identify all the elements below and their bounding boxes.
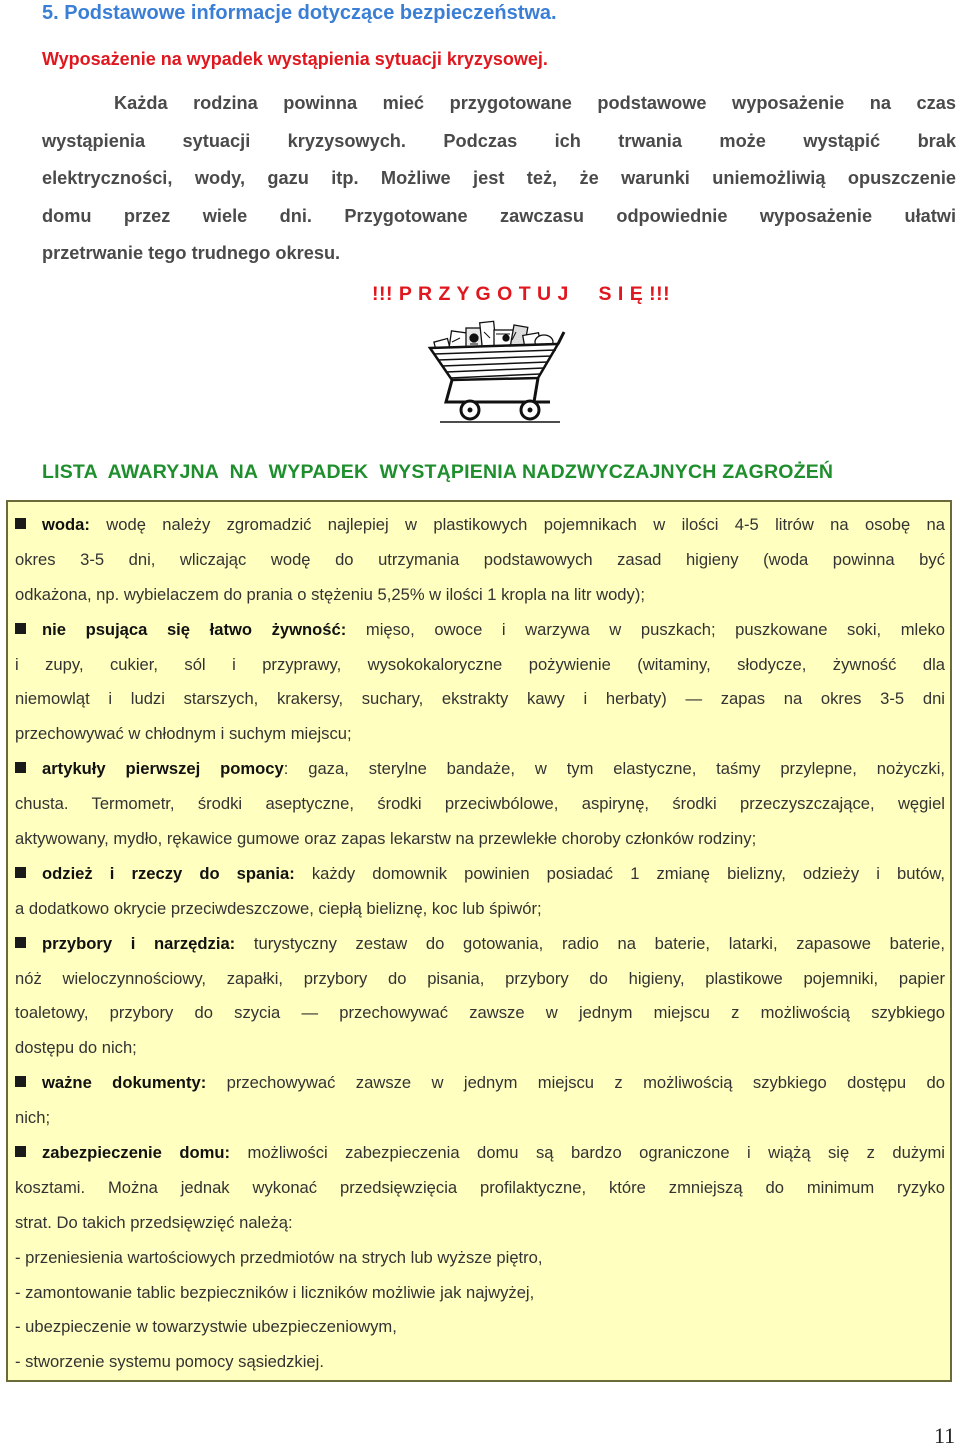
- item-text: każdy domownik powinien posiadać 1 zmianę bielizny, odzieży i butów,: [294, 863, 945, 883]
- bullet-icon: [15, 1146, 26, 1157]
- item-text: wodę należy zgromadzić najlepiej w plastikowych pojemnikach w ilości 4-5 litrów na osobę na: [89, 515, 945, 534]
- intro-line: wystąpienia sytuacji kryzysowych. Podczas ich trwania może wystąpić brak: [42, 130, 956, 151]
- item-text: toaletowy, przybory do szycia — przechowywać zawsze w jednym miejscu z możliwością szybkiego: [15, 1003, 945, 1023]
- list-item-clothes: [15, 857, 945, 892]
- list-step: - ubezpieczenie w towarzystwie ubezpieczeniowym,: [15, 1317, 397, 1337]
- item-text: możliwości zabezpieczenia domu są bardzo ograniczone i wiążą się z dużymi: [230, 1143, 945, 1163]
- list-item-tools: [15, 927, 945, 962]
- list-step: - stworzenie systemu pomocy sąsiedzkiej.: [15, 1352, 324, 1372]
- item-text: przechowywać zawsze w jednym miejscu z możliwością szybkiego dostępu do: [206, 1073, 945, 1093]
- list-step: - zamontowanie tablic bezpieczników i liczników możliwie jak najwyżej,: [15, 1282, 535, 1302]
- item-text: a dodatkowo okrycie przeciwdeszczowe, ciepłą bieliznę, koc lub śpiwór;: [15, 898, 542, 918]
- list-step: - przeniesienia wartościowych przedmiotów na strych lub wyższe piętro,: [15, 1247, 543, 1267]
- item-text: strat. Do takich przedsięwzięć należą:: [15, 1212, 293, 1232]
- item-label: nie psująca się łatwo żywność:: [42, 619, 347, 639]
- item-text: przechowywać w chłodnym i suchym miejscu;: [15, 724, 352, 744]
- list-item-home: [15, 1136, 945, 1171]
- intro-paragraph: [42, 85, 956, 273]
- section-subheading: Wyposażenie na wypadek wystąpienia sytuacji kryzysowej.: [42, 49, 548, 69]
- item-label: zabezpieczenie domu:: [42, 1143, 231, 1163]
- item-label: odzież i rzeczy do spania:: [42, 863, 295, 883]
- list-item-documents: [15, 1066, 945, 1101]
- emergency-list-title: LISTA AWARYJNA NA WYPADEK WYSTĄPIENIA NADZWYCZAJNYCH ZAGROŻEŃ: [42, 461, 834, 483]
- list-item-food: [15, 613, 945, 648]
- page-number: 11: [934, 1423, 956, 1448]
- emergency-list-box: [6, 500, 952, 1382]
- item-text: odkażona, np. wybielaczem do prania o stężeniu 5,25% w ilości 1 kropla na litr wody);: [15, 584, 645, 604]
- bullet-icon: [15, 518, 26, 529]
- item-text: : gaza, sterylne bandaże, w tym elastyczne, taśmy przylepne, nożyczki,: [283, 759, 945, 779]
- bullet-icon: [15, 762, 26, 773]
- intro-line: elektryczności, wody, gazu itp. Możliwe jest też, że warunki uniemożliwią opuszczenie: [42, 168, 956, 188]
- intro-line: domu przez wiele dni. Przygotowane zawczasu odpowiednie wyposażenie ułatwi: [42, 205, 956, 226]
- bullet-icon: [15, 867, 26, 878]
- item-text: mięso, owoce i warzywa w puszkach; puszkowane soki, mleko: [346, 619, 945, 639]
- bullet-icon: [15, 1076, 26, 1087]
- bullet-icon: [15, 623, 26, 634]
- page-heading: 5. Podstawowe informacje dotyczące bezpieczeństwa.: [42, 2, 557, 24]
- item-text: nich;: [15, 1108, 51, 1128]
- item-text: kosztami. Można jednak wykonać przedsięwzięcia profilaktyczne, które zmniejszą do minimum ryzyko: [15, 1177, 945, 1197]
- item-text: aktywowany, mydło, rękawice gumowe oraz zapas lekarstw na przewlekłe choroby członków rodziny;: [15, 829, 757, 849]
- intro-line: Każda rodzina powinna mieć przygotowane podstawowe wyposażenie na czas: [114, 93, 956, 113]
- item-text: chusta. Termometr, środki aseptyczne, środki przeciwbólowe, aspirynę, środki przeczyszczające, węgiel: [15, 794, 945, 814]
- prepare-slogan: !!! P R Z Y G O T U J S I Ę !!!: [372, 283, 671, 305]
- item-text: okres 3-5 dni, wliczając wodę do utrzymania podstawowych zasad higieny (woda powinna być: [15, 549, 945, 569]
- item-text: nóż wieloczynnościowy, zapałki, przybory do pisania, przybory do higieny, plastikowe pojemniki, papier: [15, 968, 945, 988]
- list-item-first-aid: [15, 752, 945, 787]
- item-text: i zupy, cukier, sól i przyprawy, wysokokaloryczne pożywienie (witaminy, słodycze, żywność dla: [15, 654, 945, 674]
- item-label: przybory i narzędzia:: [42, 933, 236, 953]
- intro-line: przetrwanie tego trudnego okresu.: [42, 243, 341, 263]
- item-label: ważne dokumenty:: [42, 1073, 207, 1093]
- item-text: niemowląt i ludzi starszych, krakersy, suchary, ekstrakty kawy i herbaty) — zapas na okres 3-5 dni: [15, 689, 945, 709]
- item-text: dostępu do nich;: [15, 1038, 137, 1058]
- bullet-icon: [15, 937, 26, 948]
- shopping-cart-icon: [426, 318, 566, 426]
- item-label: artykuły pierwszej pomocy: [42, 759, 284, 779]
- list-item-water: [15, 508, 945, 543]
- item-label: woda:: [42, 515, 90, 534]
- item-text: turystyczny zestaw do gotowania, radio na baterie, latarki, zapasowe baterie,: [235, 933, 945, 953]
